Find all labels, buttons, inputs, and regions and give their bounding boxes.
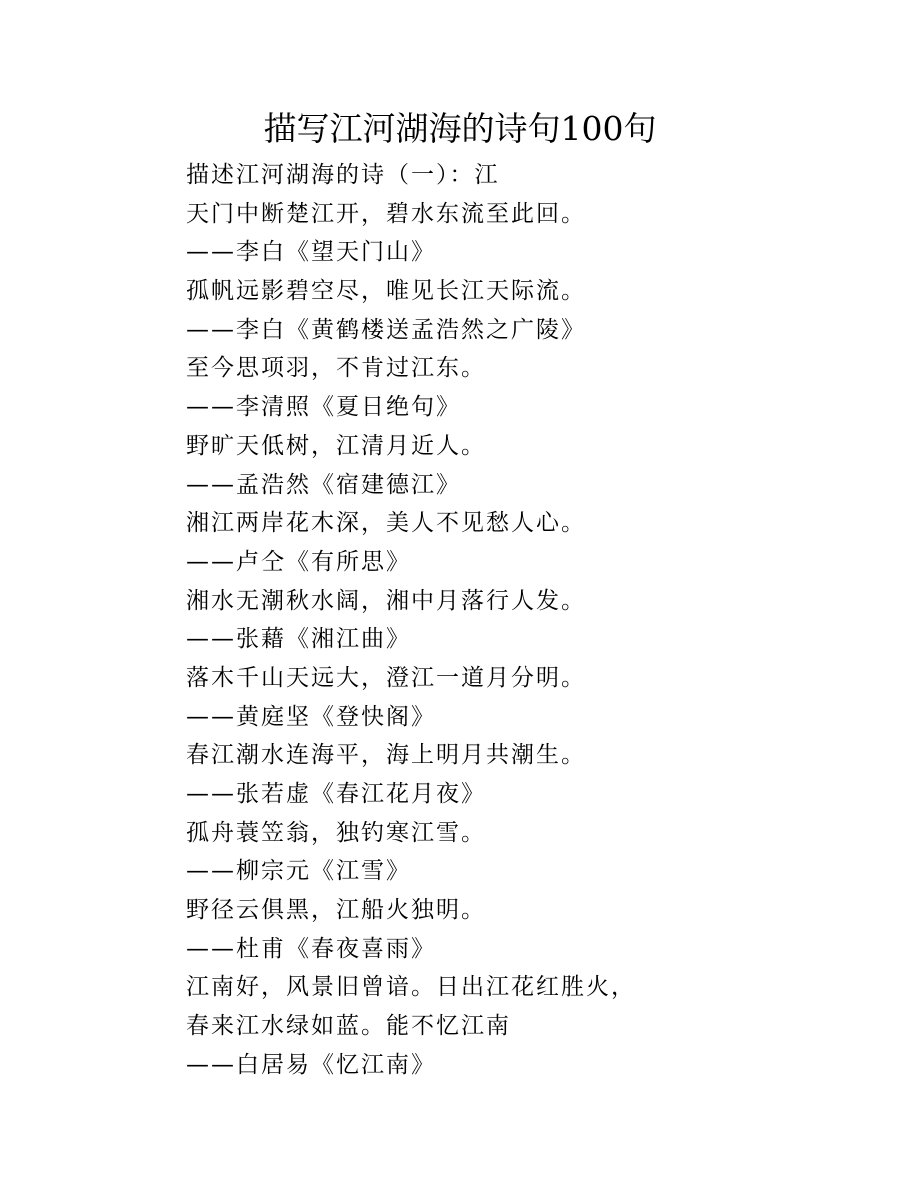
text-line: 孤帆远影碧空尽，唯见长江天际流。 (186, 278, 586, 305)
text-line: 野径云俱黑，江船火独明。 (186, 897, 486, 924)
text-line: 孤舟蓑笠翁，独钓寒江雪。 (186, 819, 486, 846)
text-line: ——李白《望天门山》 (186, 239, 436, 266)
page-title: 描写江河湖海的诗句100句 (263, 109, 657, 148)
text-line: ——卢仝《有所思》 (186, 548, 411, 575)
text-line: 落木千山天远大，澄江一道月分明。 (186, 664, 586, 691)
text-line: ——柳宗元《江雪》 (186, 858, 411, 885)
text-line: ——张若虚《春江花月夜》 (186, 781, 486, 807)
text-line: 野旷天低树，江清月近人。 (186, 432, 486, 459)
text-line: 江南好，风景旧曾谙。日出江花红胜火， (186, 974, 636, 1001)
text-line: ——白居易《忆江南》 (186, 1051, 436, 1078)
text-line: 春来江水绿如蓝。能不忆江南 (186, 1013, 511, 1040)
text-line: 至今思项羽，不肯过江东。 (186, 355, 486, 382)
text-line: 天门中断楚江开，碧水东流至此回。 (186, 200, 586, 227)
text-line: ——孟浩然《宿建德江》 (186, 471, 461, 498)
text-line: 描述江河湖海的诗（一）：江 (186, 162, 500, 188)
text-line: ——黄庭坚《登快阁》 (186, 703, 436, 730)
poem-lines (186, 156, 886, 1085)
text-line: 湘江两岸花木深，美人不见愁人心。 (186, 510, 586, 537)
text-line: 湘水无潮秋水阔，湘中月落行人发。 (186, 587, 586, 614)
text-line: ——李清照《夏日绝句》 (186, 394, 461, 421)
text-line: ——李白《黄鹤楼送孟浩然之广陵》 (186, 316, 586, 343)
text-line: 春江潮水连海平，海上明月共潮生。 (186, 742, 586, 769)
text-line: ——张藉《湘江曲》 (186, 626, 411, 653)
text-line: ——杜甫《春夜喜雨》 (186, 935, 436, 962)
